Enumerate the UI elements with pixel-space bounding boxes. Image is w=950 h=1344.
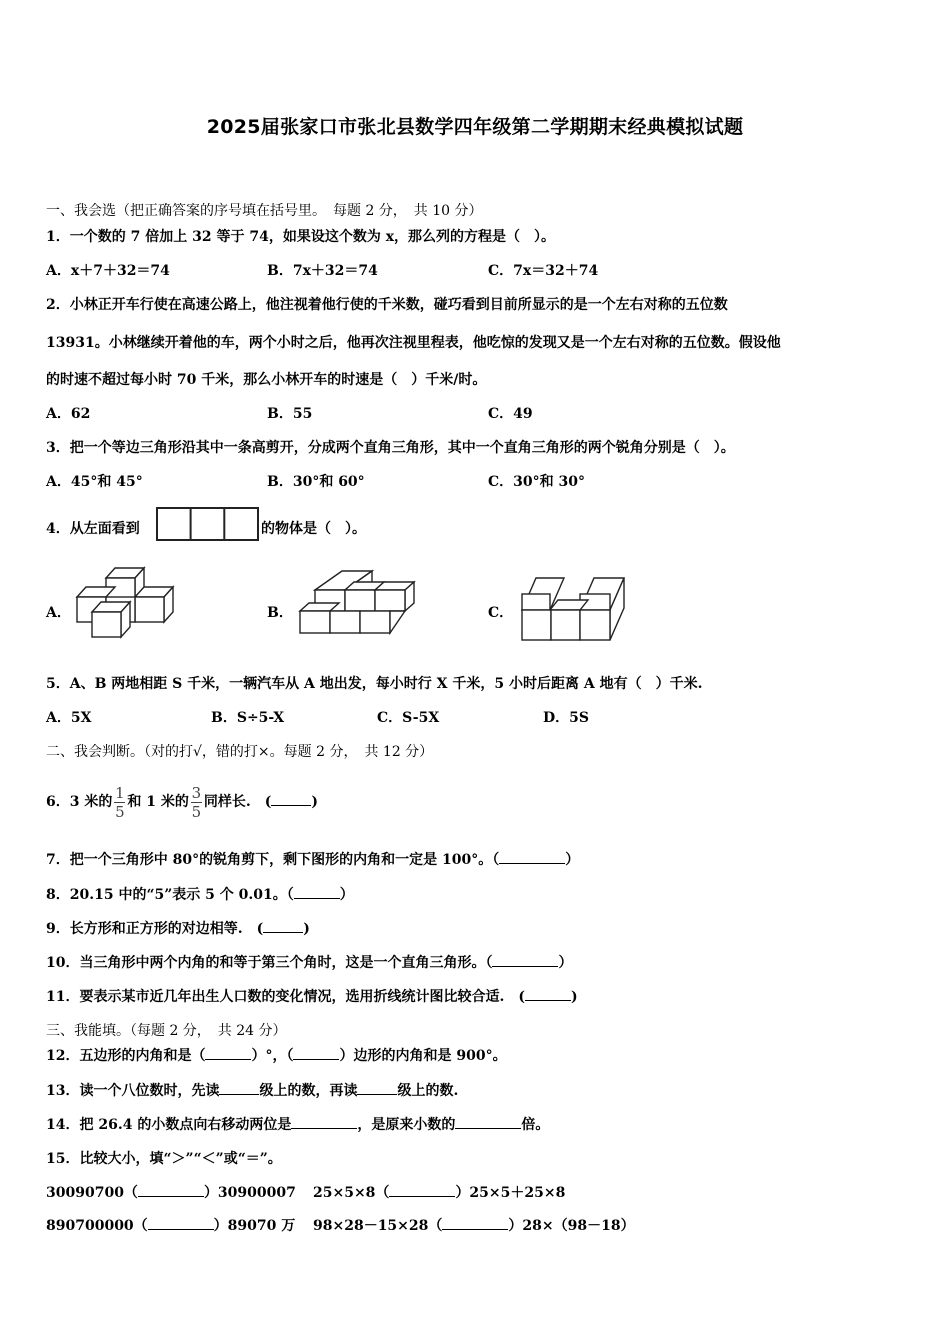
q12-answer-blank-1[interactable]: [205, 1059, 251, 1060]
q3-option-b: B．30°和 60°: [267, 474, 365, 490]
question-2-line-3: 的时速不超过每小时 70 千米，那么小林开车的时速是（ ）千米/时。: [46, 372, 487, 388]
q6-frac1-num: 1: [115, 783, 125, 802]
question-12: [46, 1046, 507, 1066]
q6-frac2-den: 5: [191, 802, 202, 821]
q8-end: ）: [339, 887, 354, 903]
question-6: [46, 782, 318, 822]
q11-end: ): [570, 989, 578, 1005]
q15-row-1-left: [46, 1183, 296, 1203]
q2-option-c: C．49: [488, 406, 533, 422]
q10-answer-blank[interactable]: [492, 966, 558, 967]
q7-end: ）: [565, 852, 580, 868]
q4-option-b: B．: [267, 605, 293, 621]
cube-front: [92, 602, 130, 637]
q5-option-b: B．S÷5-X: [211, 710, 285, 726]
q2-option-b: B．55: [267, 406, 313, 422]
q15-blank-1[interactable]: [138, 1196, 204, 1197]
section-3-heading: 三、我能填。（每题 2 分， 共 24 分）: [46, 1023, 287, 1039]
q15-r2c: 98×28－15×28（: [313, 1218, 443, 1234]
q14-part-1: 14．把 26.4 的小数点向右移动两位是: [46, 1117, 292, 1133]
q9-text: 9．长方形和正方形的对边相等. (: [46, 921, 264, 937]
q8-answer-blank[interactable]: [294, 898, 340, 899]
q12-part-1: 12．五边形的内角和是（: [46, 1048, 206, 1064]
question-9: [46, 919, 310, 939]
question-14: [46, 1115, 549, 1135]
section-2-heading: 二、我会判断。（对的打√，错的打×。每题 2 分， 共 12 分）: [46, 744, 434, 760]
q1-option-b: B．7x＋32＝74: [267, 263, 378, 279]
q15-r1d: ）25×5＋25×8: [455, 1185, 566, 1201]
q6-frac2-num: 3: [191, 783, 202, 802]
section-1-heading: 一、我会选（把正确答案的序号填在括号里。 每题 2 分， 共 10 分）: [46, 203, 483, 219]
q14-part-3: 倍。: [521, 1117, 550, 1133]
q12-answer-blank-2[interactable]: [293, 1059, 339, 1060]
q4-option-b-cube-figure: [292, 566, 420, 640]
q6-fraction-1: [114, 784, 125, 821]
q3-option-c: C．30°和 30°: [488, 474, 585, 490]
q15-row-1-right: [313, 1183, 565, 1203]
question-2-line-2: 13931。小林继续开着他的车，两个小时之后，他再次注视里程表，他吃惊的发现又是一个左右对称的五位数。假设他: [46, 335, 781, 351]
q5-option-d: D．5S: [543, 710, 589, 726]
q15-row-2-right: [313, 1216, 635, 1236]
q15-blank-3[interactable]: [148, 1229, 214, 1230]
question-2-line-1: 2．小林正开车行使在高速公路上，他注视着他行使的千米数，碰巧看到目前所显示的是一个左右对称的五位数: [46, 297, 728, 313]
q11-text: 11．要表示某市近几年出生人口数的变化情况，选用折线统计图比较合适. (: [46, 989, 525, 1005]
q15-r1b: ）30900007: [203, 1185, 296, 1201]
q6-suffix: 同样长. (: [203, 794, 272, 810]
q1-option-a: A．x＋7＋32＝74: [46, 263, 170, 279]
question-8: [46, 885, 354, 905]
q5-option-c: C．S-5X: [377, 710, 440, 726]
q6-mid: 和 1 米的: [127, 794, 189, 810]
q13-answer-blank-2[interactable]: [357, 1094, 397, 1095]
question-4-suffix: 的物体是（ ）。: [261, 521, 366, 537]
q15-row-2-left: [46, 1216, 295, 1236]
q4-option-a: A．: [46, 605, 71, 621]
q13-answer-blank-1[interactable]: [219, 1094, 259, 1095]
q13-part-2: 级上的数，再读: [259, 1083, 358, 1099]
question-10: [46, 953, 572, 973]
q14-answer-blank-2[interactable]: [455, 1128, 521, 1129]
q9-answer-blank[interactable]: [263, 932, 303, 933]
q6-fraction-2: [191, 784, 202, 821]
q15-r1c: 25×5×8（: [313, 1185, 390, 1201]
question-11: [46, 987, 578, 1007]
q15-r2b: ）89070 万: [213, 1218, 296, 1234]
q12-part-3: ）边形的内角和是 900°。: [339, 1048, 507, 1064]
q15-blank-4[interactable]: [442, 1229, 508, 1230]
q4-left-view-figure: [156, 506, 260, 542]
q3-option-a: A．45°和 45°: [46, 474, 143, 490]
question-1: 1．一个数的 7 倍加上 32 等于 74，如果设这个数为 x，那么列的方程是（ ）。: [46, 229, 556, 245]
question-13: [46, 1081, 458, 1101]
question-3: 3．把一个等边三角形沿其中一条高剪开，分成两个直角三角形，其中一个直角三角形的两个锐角分别是（ ）。: [46, 440, 735, 456]
q2-option-a: A．62: [46, 406, 91, 422]
q4-option-c-cube-figure: [514, 572, 632, 644]
q1-option-c: C．7x＝32＋74: [488, 263, 599, 279]
q15-blank-2[interactable]: [389, 1196, 455, 1197]
question-7: [46, 850, 579, 870]
q4-option-c: C．: [488, 605, 514, 621]
q15-r1a: 30090700（: [46, 1185, 138, 1201]
q7-answer-blank[interactable]: [499, 863, 565, 864]
q10-end: ）: [558, 955, 573, 971]
q6-answer-blank[interactable]: [271, 805, 311, 806]
q11-answer-blank[interactable]: [525, 1000, 571, 1001]
q12-part-2: ）°，（: [251, 1048, 294, 1064]
page-title: 2025届张家口市张北县数学四年级第二学期期末经典模拟试题: [206, 116, 744, 138]
q15-r2d: ）28×（98－18）: [508, 1218, 635, 1234]
q8-text: 8．20.15 中的“5”表示 5 个 0.01。（: [46, 887, 294, 903]
question-15: 15．比较大小，填“＞”“＜”或“＝”。: [46, 1151, 282, 1167]
q5-option-a: A．5X: [46, 710, 92, 726]
question-5: 5．A、B 两地相距 S 千米，一辆汽车从 A 地出发，每小时行 X 千米，5 小时后距离 A 地有（ ）千米.: [46, 676, 703, 692]
q15-r2a: 890700000（: [46, 1218, 148, 1234]
q13-part-1: 13．读一个八位数时，先读: [46, 1083, 220, 1099]
question-4-prefix: 4．从左面看到: [46, 521, 140, 537]
q6-frac1-den: 5: [115, 802, 125, 821]
q9-end: ): [303, 921, 310, 937]
q14-part-2: ，是原来小数的: [357, 1117, 456, 1133]
q14-answer-blank-1[interactable]: [291, 1128, 357, 1129]
q7-text: 7．把一个三角形中 80°的锐角剪下，剩下图形的内角和一定是 100°。（: [46, 852, 500, 868]
cube-right: [135, 587, 173, 622]
q10-text: 10．当三角形中两个内角的和等于第三个角时，这是一个直角三角形。（: [46, 955, 493, 971]
q4-option-a-cube-figure: [66, 560, 180, 642]
q6-prefix: 6．3 米的: [46, 794, 113, 810]
q6-end: ): [311, 794, 318, 810]
q13-part-3: 级上的数.: [397, 1083, 459, 1099]
